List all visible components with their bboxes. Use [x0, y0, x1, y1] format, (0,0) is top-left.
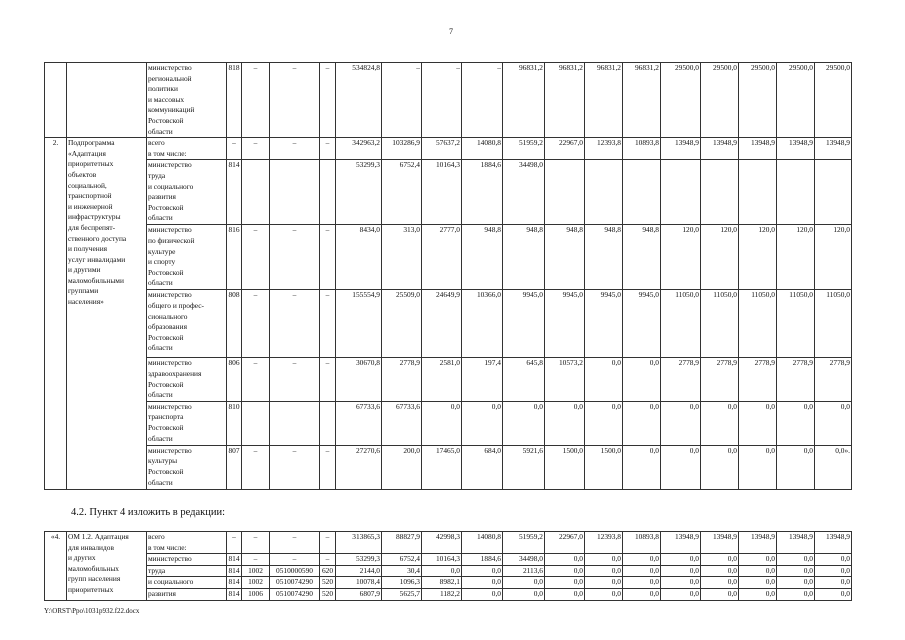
table-cell: 42998,3 — [422, 532, 462, 554]
table-cell: труда — [147, 565, 227, 577]
table-cell: 0,0 — [815, 577, 852, 589]
table-cell: 13948,9 — [777, 138, 815, 160]
table-cell: 29500,0 — [701, 63, 739, 138]
table-cell: 0,0 — [503, 577, 545, 589]
table-cell: 13948,9 — [701, 138, 739, 160]
table-row — [45, 588, 852, 600]
table-cell: министерство по физической культуре и спорту Ростовской области — [147, 225, 227, 290]
table-cell — [320, 160, 336, 225]
table-row — [45, 565, 852, 577]
table-cell: 120,0 — [701, 225, 739, 290]
budget-table-revised — [44, 531, 852, 601]
table-cell: 2778,9 — [739, 358, 777, 401]
table-cell: 67733,6 — [336, 401, 382, 445]
table-cell: – — [320, 290, 336, 358]
table-cell: 29500,0 — [777, 63, 815, 138]
table-cell: 197,4 — [462, 358, 503, 401]
table-cell: 313,0 — [382, 225, 422, 290]
table-cell: 12393,8 — [585, 138, 623, 160]
table-row — [45, 290, 852, 358]
table-cell: 948,8 — [623, 225, 661, 290]
table-cell: – — [270, 225, 320, 290]
table-cell: 0,0 — [701, 445, 739, 489]
table-cell: 0,0 — [777, 565, 815, 577]
table-cell: – — [242, 358, 270, 401]
table-cell: 1182,2 — [422, 588, 462, 600]
table-cell: 51959,2 — [503, 138, 545, 160]
table-cell: – — [227, 532, 242, 554]
table-cell: 13948,9 — [739, 138, 777, 160]
table-cell — [270, 401, 320, 445]
table-cell: 0,0 — [462, 401, 503, 445]
table-cell: 814 — [227, 565, 242, 577]
table-cell: 2778,9 — [661, 358, 701, 401]
section-heading: 4.2. Пункт 4 изложить в редакции: — [71, 507, 225, 518]
table-cell: 9945,0 — [585, 290, 623, 358]
table-cell: 0,0 — [815, 565, 852, 577]
table-cell: 808 — [227, 290, 242, 358]
table-cell: 0,0 — [623, 554, 661, 566]
table-cell: 13948,9 — [739, 532, 777, 554]
table-cell: 0,0 — [503, 401, 545, 445]
table-cell: – — [270, 63, 320, 138]
table-cell — [270, 160, 320, 225]
table-cell: 13948,9 — [777, 532, 815, 554]
table-cell: 0,0 — [623, 577, 661, 589]
table-cell: 0,0 — [585, 577, 623, 589]
table-cell: 620 — [320, 565, 336, 577]
table-cell: 0,0 — [701, 588, 739, 600]
table-cell: 29500,0 — [815, 63, 852, 138]
table-cell: 34498,0 — [503, 160, 545, 225]
table-cell: 14080,8 — [462, 138, 503, 160]
table-cell: 0,0 — [585, 401, 623, 445]
table-cell: 10366,0 — [462, 290, 503, 358]
budget-table-continued — [44, 62, 852, 490]
table-cell: 948,8 — [462, 225, 503, 290]
table-cell: 120,0 — [777, 225, 815, 290]
table-cell — [623, 160, 661, 225]
table-cell: 29500,0 — [661, 63, 701, 138]
table-cell: министерство здравоохранения Ростовской области — [147, 358, 227, 401]
table-cell: 0,0 — [739, 554, 777, 566]
table-cell: 0,0 — [661, 401, 701, 445]
table-cell: 0,0 — [545, 577, 585, 589]
table-cell: 0,0 — [623, 358, 661, 401]
table-cell: – — [320, 225, 336, 290]
table-cell: 0,0 — [503, 588, 545, 600]
table-cell: 814 — [227, 588, 242, 600]
table-cell: – — [320, 63, 336, 138]
table-cell: 0,0 — [777, 588, 815, 600]
table-cell: 13948,9 — [701, 532, 739, 554]
table-cell: – — [270, 554, 320, 566]
table-cell: 2777,0 — [422, 225, 462, 290]
table-cell: 96831,2 — [623, 63, 661, 138]
table-cell: 51959,2 — [503, 532, 545, 554]
measure-name-cell: ОМ 1.2. Адаптация для инвалидов и других маломобильных групп населения приоритетных — [67, 532, 147, 601]
table-cell: – — [270, 138, 320, 160]
table-row — [45, 401, 852, 445]
table-cell: 11050,0 — [661, 290, 701, 358]
row-number-cell: 2. — [45, 138, 67, 490]
table-cell: 0,0 — [545, 554, 585, 566]
table-cell: 88827,9 — [382, 532, 422, 554]
table-cell: министерство — [147, 554, 227, 566]
table-cell: 53299,3 — [336, 554, 382, 566]
table-cell: 103286,9 — [382, 138, 422, 160]
table-cell: – — [320, 358, 336, 401]
table-cell: 96831,2 — [585, 63, 623, 138]
table-cell: министерство транспорта Ростовской области — [147, 401, 227, 445]
table-cell: 0510000590 — [270, 565, 320, 577]
table-cell: 520 — [320, 588, 336, 600]
table-cell: 10573,2 — [545, 358, 585, 401]
table-cell: 0,0 — [585, 358, 623, 401]
table-row — [45, 532, 852, 554]
table-cell: 0,0 — [545, 588, 585, 600]
page-number: 7 — [449, 27, 453, 36]
table-cell: 948,8 — [585, 225, 623, 290]
table-cell: 1500,0 — [545, 445, 585, 489]
table-cell: – — [242, 225, 270, 290]
table-cell: 1002 — [242, 565, 270, 577]
table-cell: – — [320, 445, 336, 489]
table-cell: 2778,9 — [701, 358, 739, 401]
table-cell: – — [242, 63, 270, 138]
table-cell: 96831,2 — [545, 63, 585, 138]
table-cell: 0,0 — [661, 554, 701, 566]
table-cell: 120,0 — [661, 225, 701, 290]
table-cell: 10893,8 — [623, 532, 661, 554]
table-row — [45, 445, 852, 489]
table-cell: 2778,9 — [777, 358, 815, 401]
table-cell: 0,0 — [701, 401, 739, 445]
table-cell: 53299,3 — [336, 160, 382, 225]
table-cell: 814 — [227, 577, 242, 589]
table-cell: – — [270, 532, 320, 554]
table-cell: 11050,0 — [815, 290, 852, 358]
table-cell: 342963,2 — [336, 138, 382, 160]
row-number-cell: «4. — [45, 532, 67, 601]
table-cell: 10164,3 — [422, 554, 462, 566]
table-cell: 0,0 — [739, 588, 777, 600]
table-cell: 1884,6 — [462, 160, 503, 225]
table-cell: 1006 — [242, 588, 270, 600]
table-cell: 0,0 — [701, 577, 739, 589]
table-cell: 0,0 — [661, 565, 701, 577]
table-cell: 0,0 — [462, 588, 503, 600]
table-cell: – — [270, 290, 320, 358]
table-cell: всего в том числе: — [147, 532, 227, 554]
table-cell: – — [270, 358, 320, 401]
table-cell: 0,0». — [815, 445, 852, 489]
table-cell: 14080,8 — [462, 532, 503, 554]
table-cell: 13948,9 — [661, 532, 701, 554]
table-cell: 806 — [227, 358, 242, 401]
table-cell: 0,0 — [815, 401, 852, 445]
table-cell: 11050,0 — [777, 290, 815, 358]
table-cell — [739, 160, 777, 225]
table-cell: 0,0 — [815, 588, 852, 600]
table-cell: 807 — [227, 445, 242, 489]
table-cell — [701, 160, 739, 225]
table-cell — [320, 401, 336, 445]
table-cell: 520 — [320, 577, 336, 589]
table-cell: 0,0 — [777, 577, 815, 589]
table-cell: 8982,1 — [422, 577, 462, 589]
table-cell: 96831,2 — [503, 63, 545, 138]
table-cell: – — [227, 138, 242, 160]
table-cell: 1002 — [242, 577, 270, 589]
table-cell: 0,0 — [739, 565, 777, 577]
table-cell — [242, 401, 270, 445]
table-cell: министерство общего и профес- сионального образования Ростовской области — [147, 290, 227, 358]
table-cell: всего в том числе: — [147, 138, 227, 160]
table-cell: министерство труда и социального развития Ростовской области — [147, 160, 227, 225]
table-cell: 0,0 — [462, 565, 503, 577]
table-cell: 6752,4 — [382, 160, 422, 225]
table-cell: 0,0 — [701, 565, 739, 577]
table-cell: – — [462, 63, 503, 138]
table-cell: 814 — [227, 160, 242, 225]
table-row — [45, 225, 852, 290]
table-cell: 0,0 — [623, 445, 661, 489]
table-cell: 0,0 — [815, 554, 852, 566]
table-row — [45, 577, 852, 589]
table-cell: 816 — [227, 225, 242, 290]
table-cell — [777, 160, 815, 225]
table-cell: 57637,2 — [422, 138, 462, 160]
table-cell: 818 — [227, 63, 242, 138]
table-cell: 645,8 — [503, 358, 545, 401]
table-cell: 27270,6 — [336, 445, 382, 489]
subprogram-name-cell: Подпрограмма «Адаптация приоритетных объектов социальной, транспортной и инженерной инфраструктуры для беспрепят- ственного доступа и получения услуг инвалидами и другими маломобильными группами населения» — [67, 138, 147, 490]
table-cell — [242, 160, 270, 225]
table-row — [45, 63, 852, 138]
table-cell: – — [242, 554, 270, 566]
table-cell: – — [320, 138, 336, 160]
table-cell: развития — [147, 588, 227, 600]
table-cell: 1500,0 — [585, 445, 623, 489]
table-cell: 5625,7 — [382, 588, 422, 600]
table-cell: 12393,8 — [585, 532, 623, 554]
table-cell: 0,0 — [661, 588, 701, 600]
table-cell: 5921,6 — [503, 445, 545, 489]
table-cell: 2778,9 — [815, 358, 852, 401]
table-cell: 2778,9 — [382, 358, 422, 401]
table-cell: – — [242, 290, 270, 358]
table-cell: 0,0 — [777, 445, 815, 489]
table-cell: 30670,8 — [336, 358, 382, 401]
table-cell: 24649,9 — [422, 290, 462, 358]
table-cell: 11050,0 — [739, 290, 777, 358]
table-cell: 10164,3 — [422, 160, 462, 225]
table-cell: 0,0 — [585, 565, 623, 577]
table-cell: – — [270, 445, 320, 489]
table-cell: 13948,9 — [815, 138, 852, 160]
table-cell: 10078,4 — [336, 577, 382, 589]
table-cell: 6752,4 — [382, 554, 422, 566]
footer-file-path: Y:\ORST\Ppo\1031p932.f22.docx — [44, 607, 140, 615]
table-cell: 814 — [227, 554, 242, 566]
table-cell: 0,0 — [462, 577, 503, 589]
table-cell: 0,0 — [623, 588, 661, 600]
table-cell: – — [382, 63, 422, 138]
table-cell: 25509,0 — [382, 290, 422, 358]
table-cell: 534824,8 — [336, 63, 382, 138]
table-cell: 1884,6 — [462, 554, 503, 566]
table-cell — [661, 160, 701, 225]
table-cell: 0,0 — [545, 401, 585, 445]
table-cell: 1096,3 — [382, 577, 422, 589]
table-row — [45, 138, 852, 160]
table-cell — [815, 160, 852, 225]
table-cell: 120,0 — [739, 225, 777, 290]
table-cell: министерство региональной политики и массовых коммуникаций Ростовской области — [147, 63, 227, 138]
table-cell: 948,8 — [545, 225, 585, 290]
table-cell: 810 — [227, 401, 242, 445]
table-cell: – — [242, 138, 270, 160]
table-cell: 11050,0 — [701, 290, 739, 358]
table-cell: 0,0 — [739, 401, 777, 445]
table-row — [45, 160, 852, 225]
table-row — [45, 358, 852, 401]
table-cell: 9945,0 — [503, 290, 545, 358]
table-cell: и социального — [147, 577, 227, 589]
table-cell: 0510074290 — [270, 588, 320, 600]
table-cell: 200,0 — [382, 445, 422, 489]
table-cell: 0,0 — [739, 445, 777, 489]
table-cell: 0,0 — [701, 554, 739, 566]
table-cell: 684,0 — [462, 445, 503, 489]
table-cell: 0,0 — [777, 554, 815, 566]
table-cell: 0,0 — [545, 565, 585, 577]
table-cell — [67, 63, 147, 138]
table-cell: 9945,0 — [623, 290, 661, 358]
table-cell: 0,0 — [623, 565, 661, 577]
table-cell: – — [242, 532, 270, 554]
table-cell — [545, 160, 585, 225]
table-cell: – — [242, 445, 270, 489]
table-row — [45, 554, 852, 566]
table-cell: 13948,9 — [815, 532, 852, 554]
table-cell: 29500,0 — [739, 63, 777, 138]
table-cell: 22967,0 — [545, 532, 585, 554]
table-cell: 17465,0 — [422, 445, 462, 489]
table-cell: 67733,6 — [382, 401, 422, 445]
table-cell: 155554,9 — [336, 290, 382, 358]
table-cell: 8434,0 — [336, 225, 382, 290]
table-cell: 313865,3 — [336, 532, 382, 554]
table-cell: – — [422, 63, 462, 138]
table-cell: 0,0 — [585, 588, 623, 600]
table-cell: 2113,6 — [503, 565, 545, 577]
table-cell: 10893,8 — [623, 138, 661, 160]
table-cell: 0,0 — [422, 565, 462, 577]
table-cell: 2581,0 — [422, 358, 462, 401]
table-cell: – — [320, 532, 336, 554]
table-cell — [585, 160, 623, 225]
table-cell: – — [320, 554, 336, 566]
table-cell: 948,8 — [503, 225, 545, 290]
table-cell: 120,0 — [815, 225, 852, 290]
table-cell: 0,0 — [661, 577, 701, 589]
table-cell: 13948,9 — [661, 138, 701, 160]
table-cell: 0510074290 — [270, 577, 320, 589]
table-cell — [45, 63, 67, 138]
table-cell: 9945,0 — [545, 290, 585, 358]
table-cell: министерство культуры Ростовской области — [147, 445, 227, 489]
table-cell: 2144,0 — [336, 565, 382, 577]
table-cell: 0,0 — [585, 554, 623, 566]
table-cell: 0,0 — [661, 445, 701, 489]
table-cell: 0,0 — [422, 401, 462, 445]
table-cell: 0,0 — [739, 577, 777, 589]
table-cell: 0,0 — [777, 401, 815, 445]
table-cell: 34498,0 — [503, 554, 545, 566]
table-cell: 6807,9 — [336, 588, 382, 600]
table-cell: 22967,0 — [545, 138, 585, 160]
table-cell: 30,4 — [382, 565, 422, 577]
table-cell: 0,0 — [623, 401, 661, 445]
